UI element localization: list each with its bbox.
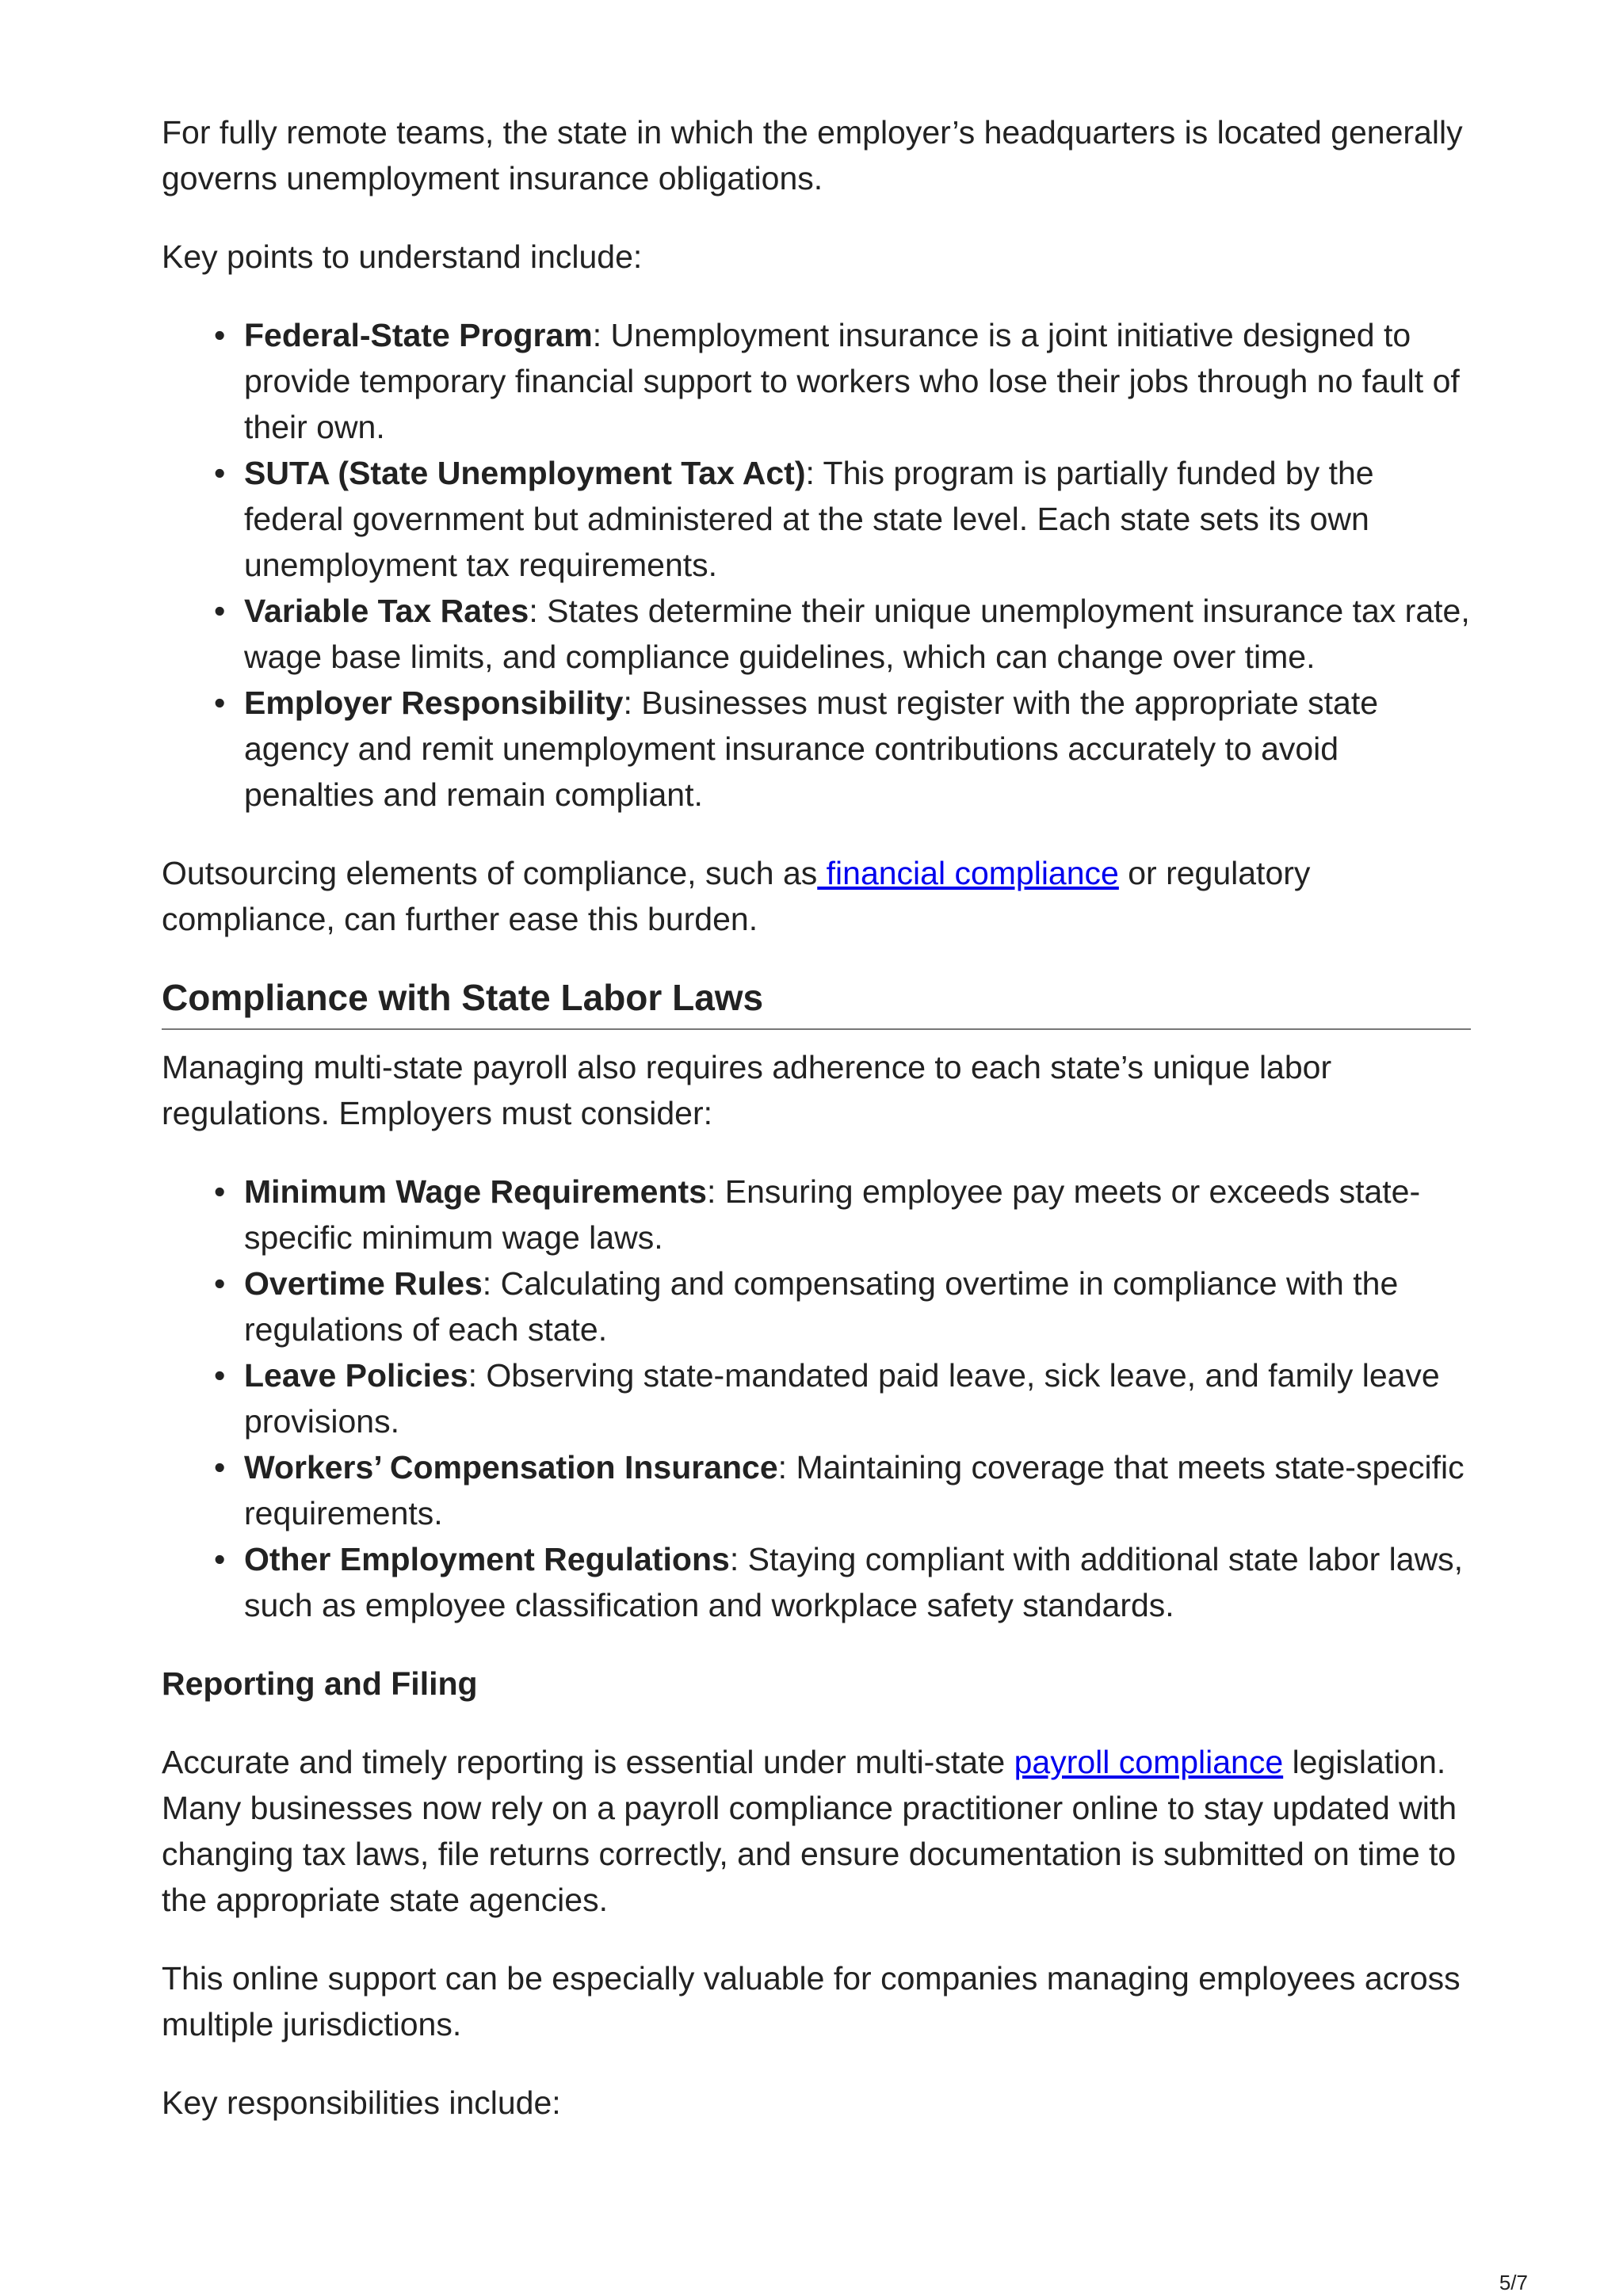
outsourcing-text-after: or regulatory compliance, can further ease this burden. <box>162 855 1311 937</box>
list-item <box>214 450 1471 588</box>
labor-laws-intro: Managing multi-state payroll also requires adherence to each state’s unique labor regulations. Employers must consider: <box>162 1049 1332 1131</box>
list-item-text: : Calculating and compensating overtime in compliance with the regulations of each state. <box>244 1265 1399 1348</box>
bullet-icon: • <box>214 1357 226 1394</box>
bullet-icon: • <box>214 1449 226 1486</box>
financial-compliance-link[interactable]: financial compliance <box>817 855 1119 891</box>
key-points-list <box>162 312 1471 818</box>
document-body <box>162 109 1471 2158</box>
list-item-term: Overtime Rules <box>244 1265 483 1302</box>
list-item <box>214 1352 1471 1444</box>
reporting-text-before: Accurate and timely reporting is essential under multi-state <box>162 1744 1014 1780</box>
outsourcing-text-before: Outsourcing elements of compliance, such as <box>162 855 818 891</box>
payroll-compliance-link[interactable]: payroll compliance <box>1014 1744 1284 1780</box>
list-item <box>214 1261 1471 1352</box>
bullet-icon: • <box>214 317 226 353</box>
list-item <box>214 312 1471 450</box>
key-points-lead: Key points to understand include: <box>162 238 643 275</box>
list-item-text: : This program is partially funded by the federal government but administered at the state level. Each state sets its own unemployment tax requirements. <box>244 455 1374 583</box>
labor-laws-heading: Compliance with State Labor Laws <box>162 974 1471 1030</box>
remote-teams-paragraph: For fully remote teams, the state in which the employer’s headquarters is located generally governs unemployment insurance obligations. <box>162 114 1463 196</box>
online-support-paragraph: This online support can be especially valuable for companies managing employees across multiple jurisdictions. <box>162 1960 1461 2042</box>
bullet-icon: • <box>214 1541 226 1577</box>
list-item <box>214 588 1471 680</box>
bullet-icon: • <box>214 685 226 721</box>
list-item-text: : States determine their unique unemployment insurance tax rate, wage base limits, and compliance guidelines, which can change over time. <box>244 593 1470 675</box>
list-item <box>214 1536 1471 1628</box>
list-item <box>214 1169 1471 1261</box>
list-item-term: Workers’ Compensation Insurance <box>244 1449 778 1486</box>
outsourcing-paragraph <box>162 850 1471 942</box>
bullet-icon: • <box>214 1173 226 1210</box>
list-item-term: Minimum Wage Requirements <box>244 1173 707 1210</box>
list-item-term: Variable Tax Rates <box>244 593 529 629</box>
list-item-text: : Observing state-mandated paid leave, sick leave, and family leave provisions. <box>244 1357 1440 1440</box>
responsibilities-lead: Key responsibilities include: <box>162 2084 561 2121</box>
bullet-icon: • <box>214 1265 226 1302</box>
bullet-icon: • <box>214 593 226 629</box>
list-item-text: : Staying compliant with additional state labor laws, such as employee classification and workplace safety standards. <box>244 1541 1464 1623</box>
list-item-text: : Ensuring employee pay meets or exceeds state-specific minimum wage laws. <box>244 1173 1421 1256</box>
list-item <box>214 680 1471 818</box>
bullet-icon: • <box>214 455 226 491</box>
list-item-term: Federal-State Program <box>244 317 593 353</box>
list-item <box>214 1444 1471 1536</box>
list-item-term: Leave Policies <box>244 1357 468 1394</box>
list-item-term: Other Employment Regulations <box>244 1541 730 1577</box>
list-item-text: : Unemployment insurance is a joint initiative designed to provide temporary financial support to workers who lose their jobs through no fault of their own. <box>244 317 1460 445</box>
reporting-heading: Reporting and Filing <box>162 1665 478 1702</box>
reporting-paragraph <box>162 1739 1471 1923</box>
labor-laws-list <box>162 1169 1471 1628</box>
list-item-term: Employer Responsibility <box>244 685 624 721</box>
page-number: 5/7 <box>1499 2271 1528 2294</box>
list-item-text: : Businesses must register with the appropriate state agency and remit unemployment insurance contributions accurately to avoid penalties and remain compliant. <box>244 685 1379 813</box>
list-item-term: SUTA (State Unemployment Tax Act) <box>244 455 806 491</box>
list-item-text: : Maintaining coverage that meets state-specific requirements. <box>244 1449 1465 1531</box>
reporting-text-after: legislation. Many businesses now rely on a payroll compliance practitioner online to stay updated with changing tax laws, file returns correctly, and ensure documentation is submitted on time to the appropriate state agencies. <box>162 1744 1457 1918</box>
